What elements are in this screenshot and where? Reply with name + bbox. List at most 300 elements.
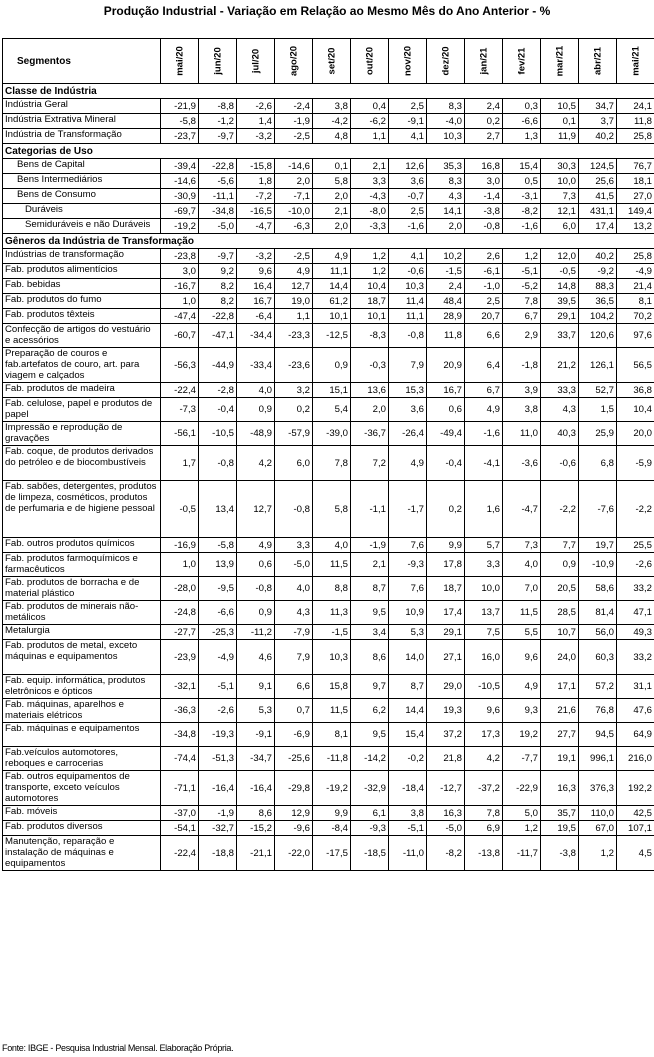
table-row bbox=[3, 159, 654, 174]
value-cell: -60,7 bbox=[161, 324, 199, 348]
value-cell: 13,7 bbox=[465, 601, 503, 625]
value-cell: -4,9 bbox=[617, 264, 654, 279]
value-cell: -5,1 bbox=[503, 264, 541, 279]
value-cell: 0,1 bbox=[541, 114, 579, 129]
value-cell: 6,0 bbox=[541, 219, 579, 234]
value-cell: 10,2 bbox=[427, 249, 465, 264]
value-cell: 0,9 bbox=[313, 348, 351, 383]
value-cell: 1,2 bbox=[503, 821, 541, 836]
value-cell: 30,3 bbox=[541, 159, 579, 174]
value-cell: -10,9 bbox=[579, 553, 617, 577]
value-cell: -5,0 bbox=[427, 821, 465, 836]
value-cell: 6,2 bbox=[351, 699, 389, 723]
value-cell: 4,3 bbox=[427, 189, 465, 204]
value-cell: 8,1 bbox=[617, 294, 654, 309]
value-cell: 1,5 bbox=[579, 398, 617, 422]
value-cell: 9,9 bbox=[313, 806, 351, 821]
value-cell: 20,9 bbox=[427, 348, 465, 383]
month-header bbox=[199, 39, 237, 84]
segments-header: Segmentos bbox=[3, 39, 161, 84]
value-cell: 5,8 bbox=[313, 174, 351, 189]
value-cell: 9,9 bbox=[427, 538, 465, 553]
month-header bbox=[427, 39, 465, 84]
value-cell: 10,9 bbox=[389, 601, 427, 625]
value-cell: -2,4 bbox=[275, 99, 313, 114]
value-cell: -57,9 bbox=[275, 422, 313, 446]
value-cell: 42,5 bbox=[617, 806, 654, 821]
value-cell: -22,0 bbox=[275, 836, 313, 871]
value-cell: 124,5 bbox=[579, 159, 617, 174]
row-label: Fab. produtos de madeira bbox=[3, 383, 161, 398]
value-cell: -0,8 bbox=[199, 446, 237, 481]
value-cell: 2,4 bbox=[465, 99, 503, 114]
value-cell: 18,7 bbox=[427, 577, 465, 601]
value-cell: -1,5 bbox=[427, 264, 465, 279]
value-cell: 25,5 bbox=[617, 538, 654, 553]
month-header bbox=[389, 39, 427, 84]
value-cell: 10,0 bbox=[541, 174, 579, 189]
value-cell: 3,2 bbox=[275, 383, 313, 398]
value-cell: 1,0 bbox=[161, 553, 199, 577]
value-cell: 12,9 bbox=[275, 806, 313, 821]
value-cell: -19,2 bbox=[313, 771, 351, 806]
value-cell: -15,8 bbox=[237, 159, 275, 174]
month-header bbox=[541, 39, 579, 84]
value-cell: -7,6 bbox=[579, 481, 617, 538]
row-label: Fab. máquinas e equipamentos bbox=[3, 723, 161, 747]
value-cell: 8,2 bbox=[199, 294, 237, 309]
value-cell: 19,3 bbox=[427, 699, 465, 723]
value-cell: -1,6 bbox=[465, 422, 503, 446]
value-cell: 13,9 bbox=[199, 553, 237, 577]
value-cell: 8,3 bbox=[427, 99, 465, 114]
value-cell: 2,6 bbox=[465, 249, 503, 264]
table-row bbox=[3, 538, 654, 553]
value-cell: -25,6 bbox=[275, 747, 313, 771]
value-cell: 27,7 bbox=[541, 723, 579, 747]
value-cell: 15,4 bbox=[503, 159, 541, 174]
row-label: Fab. coque, de produtos derivados do petróleo e de biocombustíveis bbox=[3, 446, 161, 481]
row-label: Fab. outros equipamentos de transporte, exceto veículos automotores bbox=[3, 771, 161, 806]
value-cell: 28,5 bbox=[541, 601, 579, 625]
value-cell: 6,7 bbox=[465, 383, 503, 398]
row-label: Indústrias de transformação bbox=[3, 249, 161, 264]
value-cell: 4,9 bbox=[503, 675, 541, 699]
value-cell: 94,5 bbox=[579, 723, 617, 747]
value-cell: -54,1 bbox=[161, 821, 199, 836]
value-cell: 16,7 bbox=[427, 383, 465, 398]
value-cell: 47,1 bbox=[617, 601, 654, 625]
value-cell: -23,8 bbox=[161, 249, 199, 264]
value-cell: 5,3 bbox=[237, 699, 275, 723]
month-header bbox=[351, 39, 389, 84]
value-cell: -12,5 bbox=[313, 324, 351, 348]
value-cell: 1,2 bbox=[579, 836, 617, 871]
table-row bbox=[3, 279, 654, 294]
value-cell: 56,0 bbox=[579, 625, 617, 640]
value-cell: -9,7 bbox=[199, 129, 237, 144]
value-cell: 21,8 bbox=[427, 747, 465, 771]
value-cell: -10,0 bbox=[275, 204, 313, 219]
value-cell: 107,1 bbox=[617, 821, 654, 836]
row-label: Fab. produtos de minerais não-metálicos bbox=[3, 601, 161, 625]
value-cell: 25,6 bbox=[579, 174, 617, 189]
section-row bbox=[3, 84, 654, 99]
month-label: abr/21 bbox=[592, 47, 603, 75]
value-cell: 12,6 bbox=[389, 159, 427, 174]
value-cell: 15,4 bbox=[389, 723, 427, 747]
value-cell: -4,7 bbox=[503, 481, 541, 538]
table-body bbox=[3, 84, 654, 871]
value-cell: -1,5 bbox=[313, 625, 351, 640]
value-cell: 2,0 bbox=[427, 219, 465, 234]
value-cell: -9,3 bbox=[389, 553, 427, 577]
table-row bbox=[3, 219, 654, 234]
value-cell: 7,3 bbox=[541, 189, 579, 204]
value-cell: 56,5 bbox=[617, 348, 654, 383]
value-cell: 14,0 bbox=[389, 640, 427, 675]
value-cell: 3,3 bbox=[275, 538, 313, 553]
value-cell: 1,2 bbox=[503, 249, 541, 264]
value-cell: 8,1 bbox=[313, 723, 351, 747]
value-cell: 0,9 bbox=[237, 398, 275, 422]
value-cell: 17,1 bbox=[541, 675, 579, 699]
value-cell: 16,7 bbox=[237, 294, 275, 309]
value-cell: -5,0 bbox=[199, 219, 237, 234]
source-note: Fonte: IBGE - Pesquisa Industrial Mensal. Elaboração Própria. bbox=[2, 1043, 234, 1053]
value-cell: 20,5 bbox=[541, 577, 579, 601]
value-cell: 9,2 bbox=[199, 264, 237, 279]
value-cell: 6,1 bbox=[351, 806, 389, 821]
value-cell: -11,8 bbox=[313, 747, 351, 771]
value-cell: -6,2 bbox=[351, 114, 389, 129]
value-cell: 11,8 bbox=[617, 114, 654, 129]
row-label: Confecção de artigos do vestuário e acessórios bbox=[3, 324, 161, 348]
value-cell: -2,6 bbox=[237, 99, 275, 114]
value-cell: -4,1 bbox=[465, 446, 503, 481]
production-table bbox=[2, 38, 654, 871]
row-label: Fab. produtos diversos bbox=[3, 821, 161, 836]
value-cell: 27,1 bbox=[427, 640, 465, 675]
value-cell: 10,3 bbox=[389, 279, 427, 294]
table-row bbox=[3, 249, 654, 264]
value-cell: -16,7 bbox=[161, 279, 199, 294]
value-cell: 6,6 bbox=[465, 324, 503, 348]
value-cell: -3,1 bbox=[503, 189, 541, 204]
value-cell: 8,6 bbox=[351, 640, 389, 675]
value-cell: -5,9 bbox=[617, 446, 654, 481]
value-cell: 5,5 bbox=[503, 625, 541, 640]
month-label: mar/21 bbox=[554, 45, 565, 77]
value-cell: 8,8 bbox=[313, 577, 351, 601]
value-cell: 36,5 bbox=[579, 294, 617, 309]
value-cell: 2,5 bbox=[389, 204, 427, 219]
value-cell: 64,9 bbox=[617, 723, 654, 747]
value-cell: 10,3 bbox=[313, 640, 351, 675]
value-cell: 8,7 bbox=[389, 675, 427, 699]
value-cell: 2,1 bbox=[351, 553, 389, 577]
value-cell: -2,6 bbox=[199, 699, 237, 723]
value-cell: -47,4 bbox=[161, 309, 199, 324]
value-cell: -0,5 bbox=[541, 264, 579, 279]
value-cell: -49,4 bbox=[427, 422, 465, 446]
value-cell: -4,9 bbox=[199, 640, 237, 675]
value-cell: -28,0 bbox=[161, 577, 199, 601]
value-cell: -4,0 bbox=[427, 114, 465, 129]
value-cell: 9,6 bbox=[465, 699, 503, 723]
value-cell: -0,2 bbox=[389, 747, 427, 771]
value-cell: -3,3 bbox=[351, 219, 389, 234]
value-cell: 2,5 bbox=[465, 294, 503, 309]
row-label: Fab. celulose, papel e produtos de papel bbox=[3, 398, 161, 422]
value-cell: 4,6 bbox=[237, 640, 275, 675]
value-cell: -34,8 bbox=[161, 723, 199, 747]
value-cell: -0,5 bbox=[161, 481, 199, 538]
value-cell: -44,9 bbox=[199, 348, 237, 383]
month-label: nov/20 bbox=[402, 45, 413, 77]
row-label: Indústria Geral bbox=[3, 99, 161, 114]
table-row bbox=[3, 348, 654, 383]
value-cell: 9,6 bbox=[503, 640, 541, 675]
value-cell: 34,7 bbox=[579, 99, 617, 114]
value-cell: 8,2 bbox=[199, 279, 237, 294]
value-cell: 7,9 bbox=[275, 640, 313, 675]
value-cell: -32,9 bbox=[351, 771, 389, 806]
value-cell: -5,0 bbox=[275, 553, 313, 577]
value-cell: 17,8 bbox=[427, 553, 465, 577]
value-cell: -16,5 bbox=[237, 204, 275, 219]
value-cell: -0,8 bbox=[465, 219, 503, 234]
section-row bbox=[3, 234, 654, 249]
value-cell: 47,6 bbox=[617, 699, 654, 723]
table-row bbox=[3, 577, 654, 601]
table-row bbox=[3, 601, 654, 625]
value-cell: -56,3 bbox=[161, 348, 199, 383]
row-label: Fab. produtos do fumo bbox=[3, 294, 161, 309]
value-cell: 3,9 bbox=[503, 383, 541, 398]
value-cell: -6,6 bbox=[503, 114, 541, 129]
value-cell: 11,5 bbox=[313, 699, 351, 723]
value-cell: -0,3 bbox=[351, 348, 389, 383]
table-row bbox=[3, 99, 654, 114]
value-cell: 8,6 bbox=[237, 806, 275, 821]
value-cell: -14,6 bbox=[275, 159, 313, 174]
value-cell: 0,2 bbox=[465, 114, 503, 129]
value-cell: 9,7 bbox=[351, 675, 389, 699]
value-cell: 3,6 bbox=[389, 174, 427, 189]
header-row bbox=[3, 39, 654, 84]
value-cell: -19,3 bbox=[199, 723, 237, 747]
value-cell: 0,4 bbox=[351, 99, 389, 114]
value-cell: -9,3 bbox=[351, 821, 389, 836]
value-cell: 20,7 bbox=[465, 309, 503, 324]
value-cell: -51,3 bbox=[199, 747, 237, 771]
value-cell: -7,2 bbox=[237, 189, 275, 204]
value-cell: 8,7 bbox=[351, 577, 389, 601]
value-cell: 61,2 bbox=[313, 294, 351, 309]
month-header bbox=[503, 39, 541, 84]
value-cell: 8,3 bbox=[427, 174, 465, 189]
value-cell: -11,0 bbox=[389, 836, 427, 871]
value-cell: -23,3 bbox=[275, 324, 313, 348]
value-cell: 18,7 bbox=[351, 294, 389, 309]
section-title: Classe de Indústria bbox=[3, 84, 654, 99]
value-cell: 16,8 bbox=[465, 159, 503, 174]
table-row bbox=[3, 309, 654, 324]
value-cell: 1,2 bbox=[351, 264, 389, 279]
value-cell: 97,6 bbox=[617, 324, 654, 348]
value-cell: 4,9 bbox=[465, 398, 503, 422]
value-cell: 4,9 bbox=[275, 264, 313, 279]
value-cell: -7,7 bbox=[503, 747, 541, 771]
value-cell: 16,3 bbox=[427, 806, 465, 821]
value-cell: 7,5 bbox=[465, 625, 503, 640]
value-cell: 0,3 bbox=[503, 99, 541, 114]
value-cell: -7,3 bbox=[161, 398, 199, 422]
value-cell: -8,2 bbox=[427, 836, 465, 871]
value-cell: 33,2 bbox=[617, 640, 654, 675]
value-cell: 57,2 bbox=[579, 675, 617, 699]
value-cell: 33,2 bbox=[617, 577, 654, 601]
month-label: jul/20 bbox=[250, 48, 261, 74]
value-cell: 7,7 bbox=[541, 538, 579, 553]
row-label: Fab. produtos farmoquímicos e farmacêuticos bbox=[3, 553, 161, 577]
value-cell: 5,4 bbox=[313, 398, 351, 422]
value-cell: 996,1 bbox=[579, 747, 617, 771]
section-title: Gêneros da Indústria de Transformação bbox=[3, 234, 654, 249]
value-cell: 13,4 bbox=[199, 481, 237, 538]
row-label: Indústria de Transformação bbox=[3, 129, 161, 144]
value-cell: 0,5 bbox=[503, 174, 541, 189]
value-cell: -2,2 bbox=[617, 481, 654, 538]
value-cell: 10,3 bbox=[427, 129, 465, 144]
value-cell: -36,7 bbox=[351, 422, 389, 446]
value-cell: -10,5 bbox=[199, 422, 237, 446]
value-cell: 14,4 bbox=[389, 699, 427, 723]
row-label: Manutenção, reparação e instalação de máquinas e equipamentos bbox=[3, 836, 161, 871]
value-cell: -16,9 bbox=[161, 538, 199, 553]
row-label: Fab. produtos têxteis bbox=[3, 309, 161, 324]
value-cell: 4,2 bbox=[465, 747, 503, 771]
value-cell: -1,7 bbox=[389, 481, 427, 538]
value-cell: 6,0 bbox=[275, 446, 313, 481]
value-cell: 49,3 bbox=[617, 625, 654, 640]
table-row bbox=[3, 129, 654, 144]
row-label: Fab. produtos de metal, exceto máquinas e equipamentos bbox=[3, 640, 161, 675]
value-cell: 11,8 bbox=[427, 324, 465, 348]
value-cell: 67,0 bbox=[579, 821, 617, 836]
value-cell: -27,7 bbox=[161, 625, 199, 640]
value-cell: 13,2 bbox=[617, 219, 654, 234]
value-cell: -8,8 bbox=[199, 99, 237, 114]
value-cell: -32,7 bbox=[199, 821, 237, 836]
value-cell: -11,1 bbox=[199, 189, 237, 204]
value-cell: 11,5 bbox=[313, 553, 351, 577]
value-cell: 70,2 bbox=[617, 309, 654, 324]
table-row bbox=[3, 398, 654, 422]
value-cell: 4,0 bbox=[313, 538, 351, 553]
value-cell: 4,1 bbox=[389, 129, 427, 144]
row-label: Bens Intermediários bbox=[3, 174, 161, 189]
value-cell: 13,6 bbox=[351, 383, 389, 398]
value-cell: 35,3 bbox=[427, 159, 465, 174]
value-cell: -4,3 bbox=[351, 189, 389, 204]
value-cell: 120,6 bbox=[579, 324, 617, 348]
value-cell: -13,8 bbox=[465, 836, 503, 871]
value-cell: 7,6 bbox=[389, 577, 427, 601]
row-label: Duráveis bbox=[3, 204, 161, 219]
value-cell: 40,2 bbox=[579, 129, 617, 144]
value-cell: 11,1 bbox=[389, 309, 427, 324]
value-cell: -33,4 bbox=[237, 348, 275, 383]
value-cell: 29,0 bbox=[427, 675, 465, 699]
month-header bbox=[237, 39, 275, 84]
value-cell: 3,8 bbox=[389, 806, 427, 821]
value-cell: 33,3 bbox=[541, 383, 579, 398]
table-row bbox=[3, 481, 654, 538]
value-cell: -8,2 bbox=[503, 204, 541, 219]
section-title: Categorias de Uso bbox=[3, 144, 654, 159]
value-cell: -24,8 bbox=[161, 601, 199, 625]
value-cell: -22,8 bbox=[199, 159, 237, 174]
value-cell: -1,8 bbox=[503, 348, 541, 383]
section-row bbox=[3, 144, 654, 159]
value-cell: 0,9 bbox=[541, 553, 579, 577]
value-cell: -47,1 bbox=[199, 324, 237, 348]
value-cell: 12,1 bbox=[541, 204, 579, 219]
value-cell: -3,8 bbox=[541, 836, 579, 871]
value-cell: 7,6 bbox=[389, 538, 427, 553]
value-cell: 9,5 bbox=[351, 601, 389, 625]
value-cell: -30,9 bbox=[161, 189, 199, 204]
value-cell: 2,0 bbox=[313, 189, 351, 204]
value-cell: -0,6 bbox=[541, 446, 579, 481]
value-cell: -34,4 bbox=[237, 324, 275, 348]
value-cell: 20,0 bbox=[617, 422, 654, 446]
value-cell: 10,1 bbox=[351, 309, 389, 324]
value-cell: -4,2 bbox=[313, 114, 351, 129]
value-cell: 0,1 bbox=[313, 159, 351, 174]
value-cell: 2,7 bbox=[465, 129, 503, 144]
value-cell: 1,4 bbox=[237, 114, 275, 129]
value-cell: 36,8 bbox=[617, 383, 654, 398]
table-row bbox=[3, 625, 654, 640]
value-cell: -18,4 bbox=[389, 771, 427, 806]
value-cell: 17,4 bbox=[427, 601, 465, 625]
value-cell: 25,9 bbox=[579, 422, 617, 446]
value-cell: 1,0 bbox=[161, 294, 199, 309]
value-cell: 5,7 bbox=[465, 538, 503, 553]
value-cell: 0,6 bbox=[427, 398, 465, 422]
value-cell: 39,5 bbox=[541, 294, 579, 309]
row-label: Bens de Consumo bbox=[3, 189, 161, 204]
value-cell: -15,2 bbox=[237, 821, 275, 836]
value-cell: 19,7 bbox=[579, 538, 617, 553]
table-row bbox=[3, 204, 654, 219]
value-cell: -0,8 bbox=[237, 577, 275, 601]
row-label: Fab. outros produtos químicos bbox=[3, 538, 161, 553]
value-cell: 17,3 bbox=[465, 723, 503, 747]
value-cell: 1,3 bbox=[503, 129, 541, 144]
value-cell: 5,3 bbox=[389, 625, 427, 640]
value-cell: 4,5 bbox=[617, 836, 654, 871]
value-cell: 11,4 bbox=[389, 294, 427, 309]
value-cell: -25,3 bbox=[199, 625, 237, 640]
value-cell: -48,9 bbox=[237, 422, 275, 446]
value-cell: -0,8 bbox=[275, 481, 313, 538]
value-cell: 0,9 bbox=[237, 601, 275, 625]
table-row bbox=[3, 174, 654, 189]
